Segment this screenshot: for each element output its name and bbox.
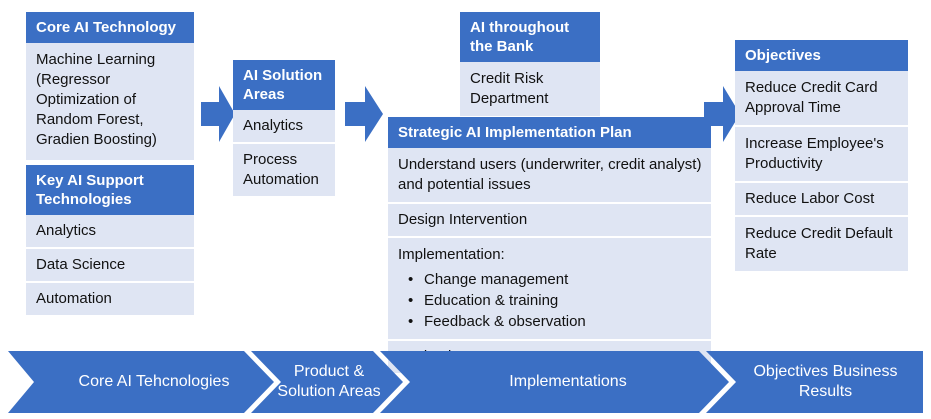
block-title-ai-solution-areas: AI Solution Areas <box>233 60 335 110</box>
ribbon-step-1: Product & Solution Areas <box>277 363 381 400</box>
block-ai-solution-areas <box>233 60 335 196</box>
block-item-ai-throughout-the-bank-0: Credit Risk Department <box>460 62 600 116</box>
block-item-objectives-1: Increase Employee's Productivity <box>735 127 908 183</box>
arrow-core-to-solution <box>201 86 235 142</box>
block-item-core-ai-technology-0: Machine Learning (Regressor Optimization of Random Forest, Gradien Boosting) <box>26 43 194 160</box>
block-item-strategic-plan-1: Design Intervention <box>388 204 711 238</box>
ribbon-step-2: Implementations <box>509 373 627 390</box>
block-item-strategic-plan-0: Understand users (underwriter, credit analyst) and potential issues <box>388 148 711 204</box>
block-title-key-ai-support-technologies: Key AI Support Technologies <box>26 165 194 215</box>
implementation-bullet-2: • Feedback & observation <box>402 311 703 332</box>
block-title-ai-throughout-the-bank: AI throughout the Bank <box>460 12 600 62</box>
ribbon-step-3: Objectives Business Results <box>753 363 898 400</box>
block-item-ai-solution-areas-1: Process Automation <box>233 144 335 196</box>
implementation-bullet-0: • Change management <box>402 269 703 290</box>
block-item-ai-solution-areas-0: Analytics <box>233 110 335 144</box>
block-item-key-ai-support-1: Data Science <box>26 249 194 283</box>
block-key-ai-support-technologies <box>26 165 194 315</box>
arrow-solution-to-plan <box>345 86 383 142</box>
block-item-objectives-2: Reduce Labor Cost <box>735 183 908 217</box>
block-strategic-ai-implementation-plan <box>388 117 711 373</box>
process-ribbon <box>8 351 923 413</box>
block-item-key-ai-support-2: Automation <box>26 283 194 315</box>
block-item-objectives-0: Reduce Credit Card Approval Time <box>735 71 908 127</box>
ribbon-step-0: Core AI Tehcnologies <box>78 373 230 390</box>
block-item-key-ai-support-0: Analytics <box>26 215 194 249</box>
implementation-bullet-1: • Education & training <box>402 290 703 311</box>
block-ai-throughout-the-bank <box>460 12 600 116</box>
block-objectives <box>735 40 908 271</box>
block-title-objectives: Objectives <box>735 40 908 71</box>
block-title-strategic-ai-implementation-plan: Strategic AI Implementation Plan <box>388 117 711 148</box>
block-title-core-ai-technology: Core AI Technology <box>26 12 194 43</box>
block-item-objectives-3: Reduce Credit Default Rate <box>735 217 908 271</box>
block-item-strategic-plan-implementation <box>388 238 711 341</box>
implementation-bullet-list <box>398 269 703 332</box>
block-core-ai-technology <box>26 12 194 160</box>
implementation-label: Implementation: <box>398 246 505 263</box>
